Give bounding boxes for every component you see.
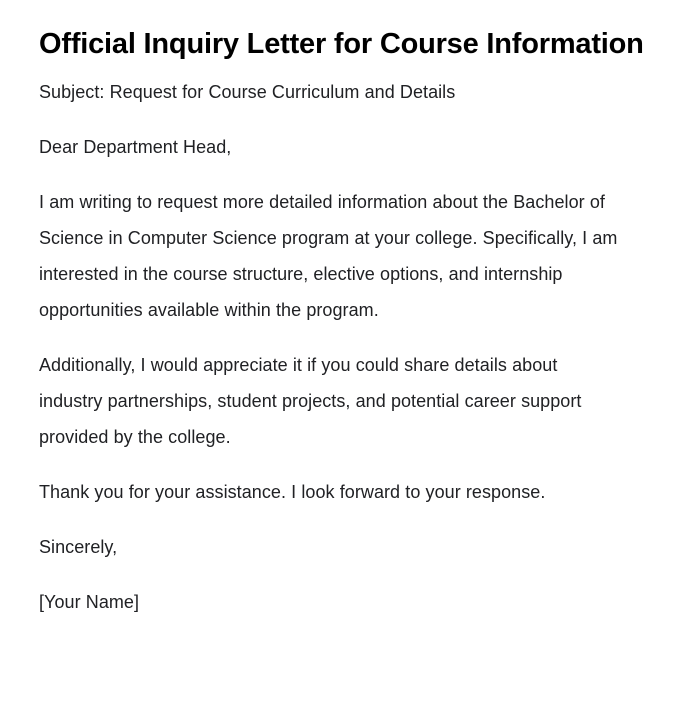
letter-subject-line: Subject: Request for Course Curriculum and Details [39, 82, 456, 102]
letter-signature-placeholder: [Your Name] [39, 592, 140, 612]
page-title: Official Inquiry Letter for Course Information [39, 28, 644, 60]
letter-paragraph-3: Thank you for your assistance. I look forward to your response. [39, 482, 546, 502]
letter-salutation: Dear Department Head, [39, 137, 232, 157]
letter-body [39, 74, 622, 620]
letter-paragraph-2: Additionally, I would appreciate it if you could share details about industry partnerships, student projects, and potential career support provided by the college. [39, 355, 582, 447]
letter-closing: Sincerely, [39, 537, 118, 557]
letter-paragraph-1: I am writing to request more detailed information about the Bachelor of Science in Computer Science program at your college. Specifically, I am interested in the course structure, elective options, and internship opportunities available within the program. [39, 192, 618, 320]
